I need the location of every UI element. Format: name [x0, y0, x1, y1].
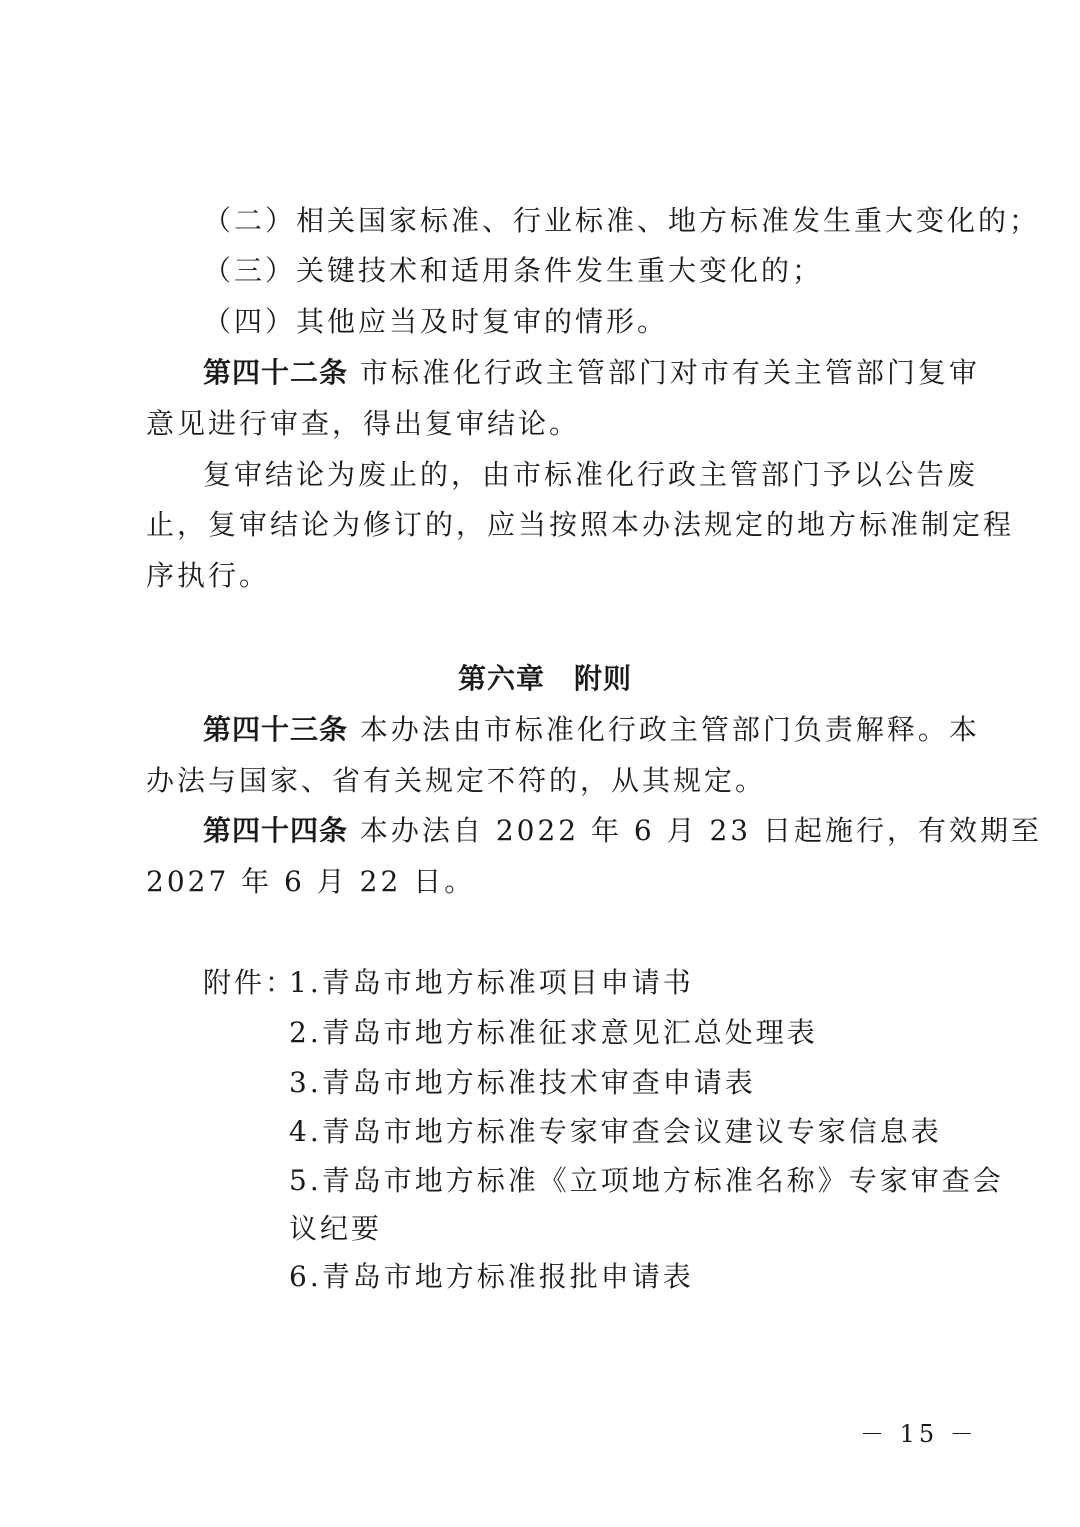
attachments-label: 附件：	[203, 966, 297, 999]
clause-item-3: （三）关键技术和适用条件发生重大变化的；	[203, 254, 824, 287]
clause-item-2: （二）相关国家标准、行业标准、地方标准发生重大变化的；	[203, 204, 1041, 237]
article-44-text-1: 本办法自 2022 年 6 月 23 日起施行，有效期至	[359, 814, 1043, 847]
article-43-line-2: 办法与国家、省有关规定不符的，从其规定。	[146, 764, 767, 797]
article-43-text-1: 本办法由市标准化行政主管部门负责解释。本	[359, 713, 980, 746]
review-paragraph-line-2: 止，复审结论为修订的，应当按照本办法规定的地方标准制定程	[146, 508, 1015, 541]
attachment-item: 3.青岛市地方标准技术审查申请表	[289, 1066, 756, 1099]
article-43-title: 第四十三条	[203, 713, 349, 746]
chapter-heading: 第六章 附则	[457, 662, 632, 695]
article-42-line-1	[203, 355, 980, 391]
attachment-item: 5.青岛市地方标准《立项地方标准名称》专家审查会	[289, 1164, 1004, 1197]
attachment-item: 4.青岛市地方标准专家审查会议建议专家信息表	[289, 1115, 942, 1148]
article-44-title: 第四十四条	[203, 814, 349, 847]
attachment-item-continuation: 议纪要	[289, 1212, 383, 1245]
clause-item-4: （四）其他应当及时复审的情形。	[203, 305, 669, 338]
article-42-text-1: 市标准化行政主管部门对市有关主管部门复审	[359, 356, 980, 389]
page-number: － 15 －	[860, 1420, 978, 1448]
article-43-line-1	[203, 712, 980, 748]
review-paragraph-line-1: 复审结论为废止的，由市标准化行政主管部门予以公告废	[203, 458, 979, 491]
attachment-item: 6.青岛市地方标准报批申请表	[289, 1260, 694, 1293]
article-44-line-2: 2027 年 6 月 22 日。	[146, 865, 476, 898]
article-44-line-1	[203, 813, 1043, 849]
article-42-title: 第四十二条	[203, 356, 349, 389]
attachment-item: 2.青岛市地方标准征求意见汇总处理表	[289, 1016, 818, 1049]
review-paragraph-line-3: 序执行。	[146, 559, 271, 592]
article-42-line-2: 意见进行审查，得出复审结论。	[146, 407, 581, 440]
attachment-item: 1.青岛市地方标准项目申请书	[289, 966, 694, 999]
